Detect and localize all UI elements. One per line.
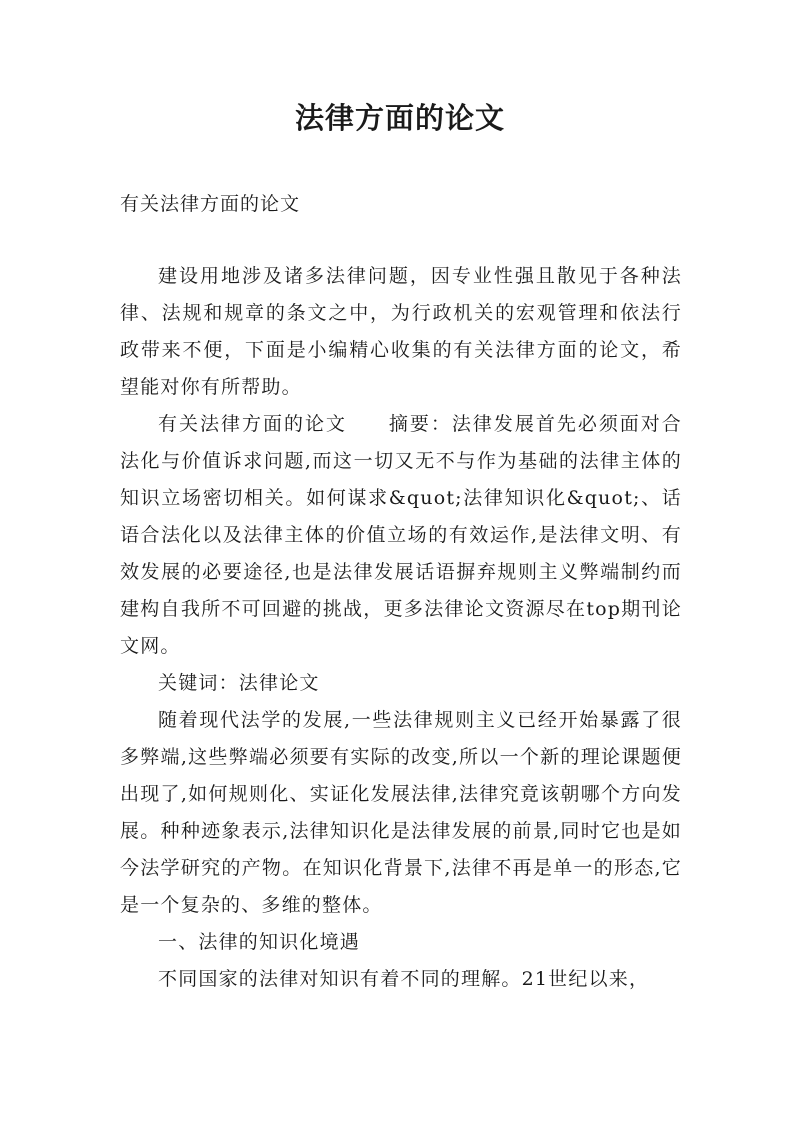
- section-heading: 一、法律的知识化境遇: [158, 931, 361, 953]
- keywords-paragraph: 关键词：法律论文: [158, 672, 320, 694]
- body-paragraph-continued: 不同国家的法律对知识有着不同的理解。21世纪以来，: [158, 968, 650, 990]
- abstract-paragraph: 有关法律方面的论文 摘要：法律发展首先必须面对合法化与价值诉求问题,而这一切又无不与作为基础的法律主体的知识立场密切相关。如何谋求&quot;法律知识化&quot;、话语合法化以及法律主体的价值立场的有效运作,是法律文明、有效发展的必要途径,也是法律发展话语摒弃规则主义弊端制约而建构自我所不可回避的挑战，更多法律论文资源尽在top期刊论文网。: [120, 413, 682, 657]
- document-body: [120, 258, 682, 998]
- intro-paragraph: 建设用地涉及诸多法律问题，因专业性强且散见于各种法律、法规和规章的条文之中，为行政机关的宏观管理和依法行政带来不便，下面是小编精心收集的有关法律方面的论文，希望能对你有所帮助。: [120, 265, 682, 398]
- document-subtitle: 有关法律方面的论文: [120, 193, 301, 215]
- body-paragraph: 随着现代法学的发展,一些法律规则主义已经开始暴露了很多弊端,这些弊端必须要有实际的改变,所以一个新的理论课题便出现了,如何规则化、实证化发展法律,法律究竟该朝哪个方向发展。种种迹象表示,法律知识化是法律发展的前景,同时它也是如今法学研究的产物。在知识化背景下,法律不再是单一的形态,它是一个复杂的、多维的整体。: [120, 709, 682, 916]
- document-title: 法律方面的论文: [294, 101, 505, 135]
